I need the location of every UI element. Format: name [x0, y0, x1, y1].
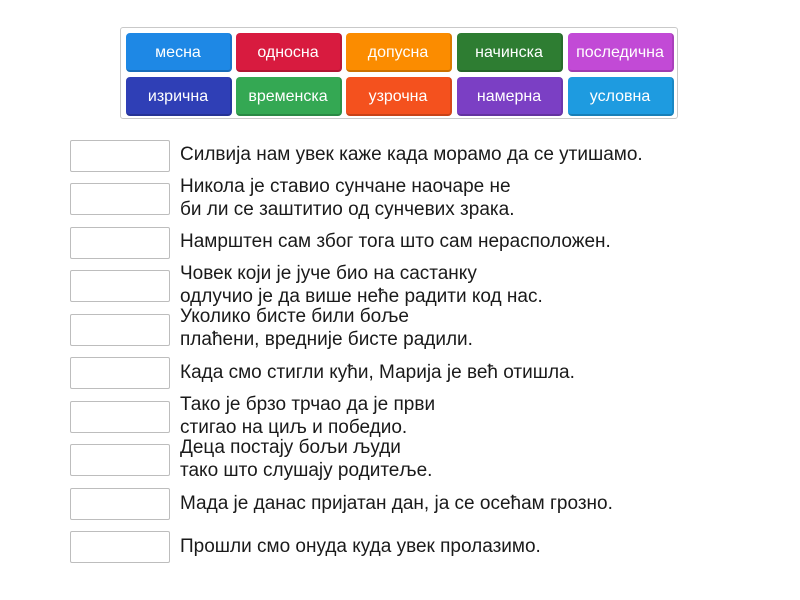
- answer-tile-bank: [120, 27, 678, 119]
- tile-uslovna[interactable]: условна: [568, 77, 674, 116]
- tile-nacinska[interactable]: начинска: [457, 33, 563, 72]
- tile-posledicna[interactable]: последична: [568, 33, 674, 72]
- sentence-3: Намрштен сам због тога што сам нерасположен.: [180, 231, 611, 252]
- drop-slot-5[interactable]: [70, 314, 170, 346]
- drop-slot-2[interactable]: [70, 183, 170, 215]
- sentence-7: Тако је брзо трчао да је први стигао на циљ и победио.: [180, 394, 436, 438]
- drop-slot-9[interactable]: [70, 488, 170, 520]
- drop-slot-3[interactable]: [70, 227, 170, 259]
- sentence-9: Мада је данас пријатан дан, ја се осећам грозно.: [180, 493, 613, 514]
- drop-slot-10[interactable]: [70, 531, 170, 563]
- tile-vremenska[interactable]: временска: [236, 77, 342, 116]
- sentence-5: Уколико бисте били боље плаћени, вредније бисте радили.: [180, 306, 473, 350]
- tile-odnosna[interactable]: односна: [236, 33, 342, 72]
- sentence-10: Прошли смо онуда куда увек пролазимо.: [180, 536, 541, 557]
- tile-mesna[interactable]: месна: [126, 33, 232, 72]
- drop-slot-8[interactable]: [70, 444, 170, 476]
- sentence-4: Човек који је јуче био на састанку одлучио је да више неће радити код нас.: [180, 263, 543, 307]
- sentence-6: Када смо стигли кући, Марија је већ отишла.: [180, 362, 575, 383]
- sentence-2: Никола је ставио сунчане наочаре не би ли се заштитио од сунчевих зрака.: [180, 176, 515, 220]
- drop-slot-6[interactable]: [70, 357, 170, 389]
- drop-slot-7[interactable]: [70, 401, 170, 433]
- sentence-1: Силвија нам увек каже када морамо да се утишамо.: [180, 144, 643, 165]
- tile-dopusna[interactable]: допусна: [346, 33, 452, 72]
- drop-slot-1[interactable]: [70, 140, 170, 172]
- tile-izricna[interactable]: изрична: [126, 77, 232, 116]
- tile-uzrocna[interactable]: узрочна: [346, 77, 452, 116]
- drop-slot-4[interactable]: [70, 270, 170, 302]
- tile-namerna[interactable]: намерна: [457, 77, 563, 116]
- sentence-8: Деца постају бољи људи тако што слушају родитеље.: [180, 437, 433, 481]
